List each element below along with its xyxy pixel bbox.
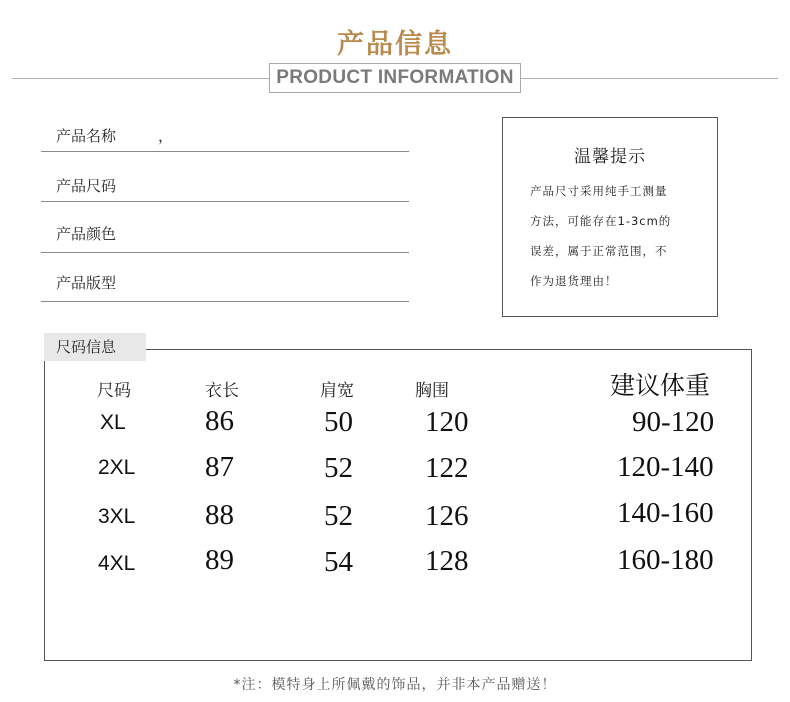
- table-cell-length: 86: [205, 405, 234, 437]
- notice-line: 方法，可能存在1-3cm的: [530, 214, 672, 228]
- table-cell-shoulder: 52: [324, 500, 353, 532]
- table-cell-length: 88: [205, 499, 234, 531]
- table-cell-weight: 160-180: [617, 544, 714, 576]
- table-cell-size: 3XL: [98, 505, 136, 528]
- table-cell-chest: 120: [425, 406, 469, 438]
- size-table-tab: 尺码信息: [44, 333, 146, 361]
- table-cell-shoulder: 52: [324, 452, 353, 484]
- table-cell-weight: 90-120: [632, 406, 715, 438]
- table-cell-chest: 126: [425, 500, 469, 532]
- field-underline: [41, 201, 409, 202]
- notice-line: 误差，属于正常范围，不: [530, 244, 668, 258]
- size-tab-divider: [146, 349, 752, 350]
- notice-title: 温馨提示: [574, 147, 646, 167]
- table-cell-weight: 140-160: [617, 497, 714, 529]
- table-cell-size: 4XL: [98, 552, 136, 575]
- column-header-size: 尺码: [97, 381, 131, 401]
- notice-box: [502, 117, 718, 317]
- field-label-size: 产品尺码: [56, 177, 117, 195]
- table-cell-size: 2XL: [98, 456, 136, 479]
- field-underline: [41, 301, 409, 302]
- table-cell-shoulder: 54: [324, 546, 353, 578]
- field-label-name: 产品名称: [56, 127, 117, 145]
- table-cell-shoulder: 50: [324, 406, 353, 438]
- notice-line: 作为退货理由！: [530, 274, 618, 288]
- column-header-length: 衣长: [205, 381, 239, 401]
- field-value-name: ，: [158, 127, 174, 145]
- field-label-color: 产品颜色: [56, 225, 117, 243]
- notice-line: 产品尺寸采用纯手工测量: [530, 184, 668, 198]
- table-cell-size: XL: [100, 411, 126, 434]
- page-title: 产品信息: [337, 29, 453, 60]
- column-header-chest: 胸围: [415, 381, 449, 401]
- table-cell-length: 87: [205, 451, 234, 483]
- table-cell-chest: 122: [425, 452, 469, 484]
- table-cell-chest: 128: [425, 545, 469, 577]
- field-label-fit: 产品版型: [56, 274, 117, 292]
- table-cell-length: 89: [205, 544, 234, 576]
- table-cell-weight: 120-140: [617, 451, 714, 483]
- footer-note: *注：模特身上所佩戴的饰品，并非本产品赠送！: [233, 677, 557, 693]
- field-underline: [41, 151, 409, 152]
- page-subtitle: PRODUCT INFORMATION: [269, 63, 521, 93]
- column-header-shoulder: 肩宽: [320, 381, 354, 401]
- column-header-weight: 建议体重: [610, 371, 711, 400]
- field-underline: [41, 252, 409, 253]
